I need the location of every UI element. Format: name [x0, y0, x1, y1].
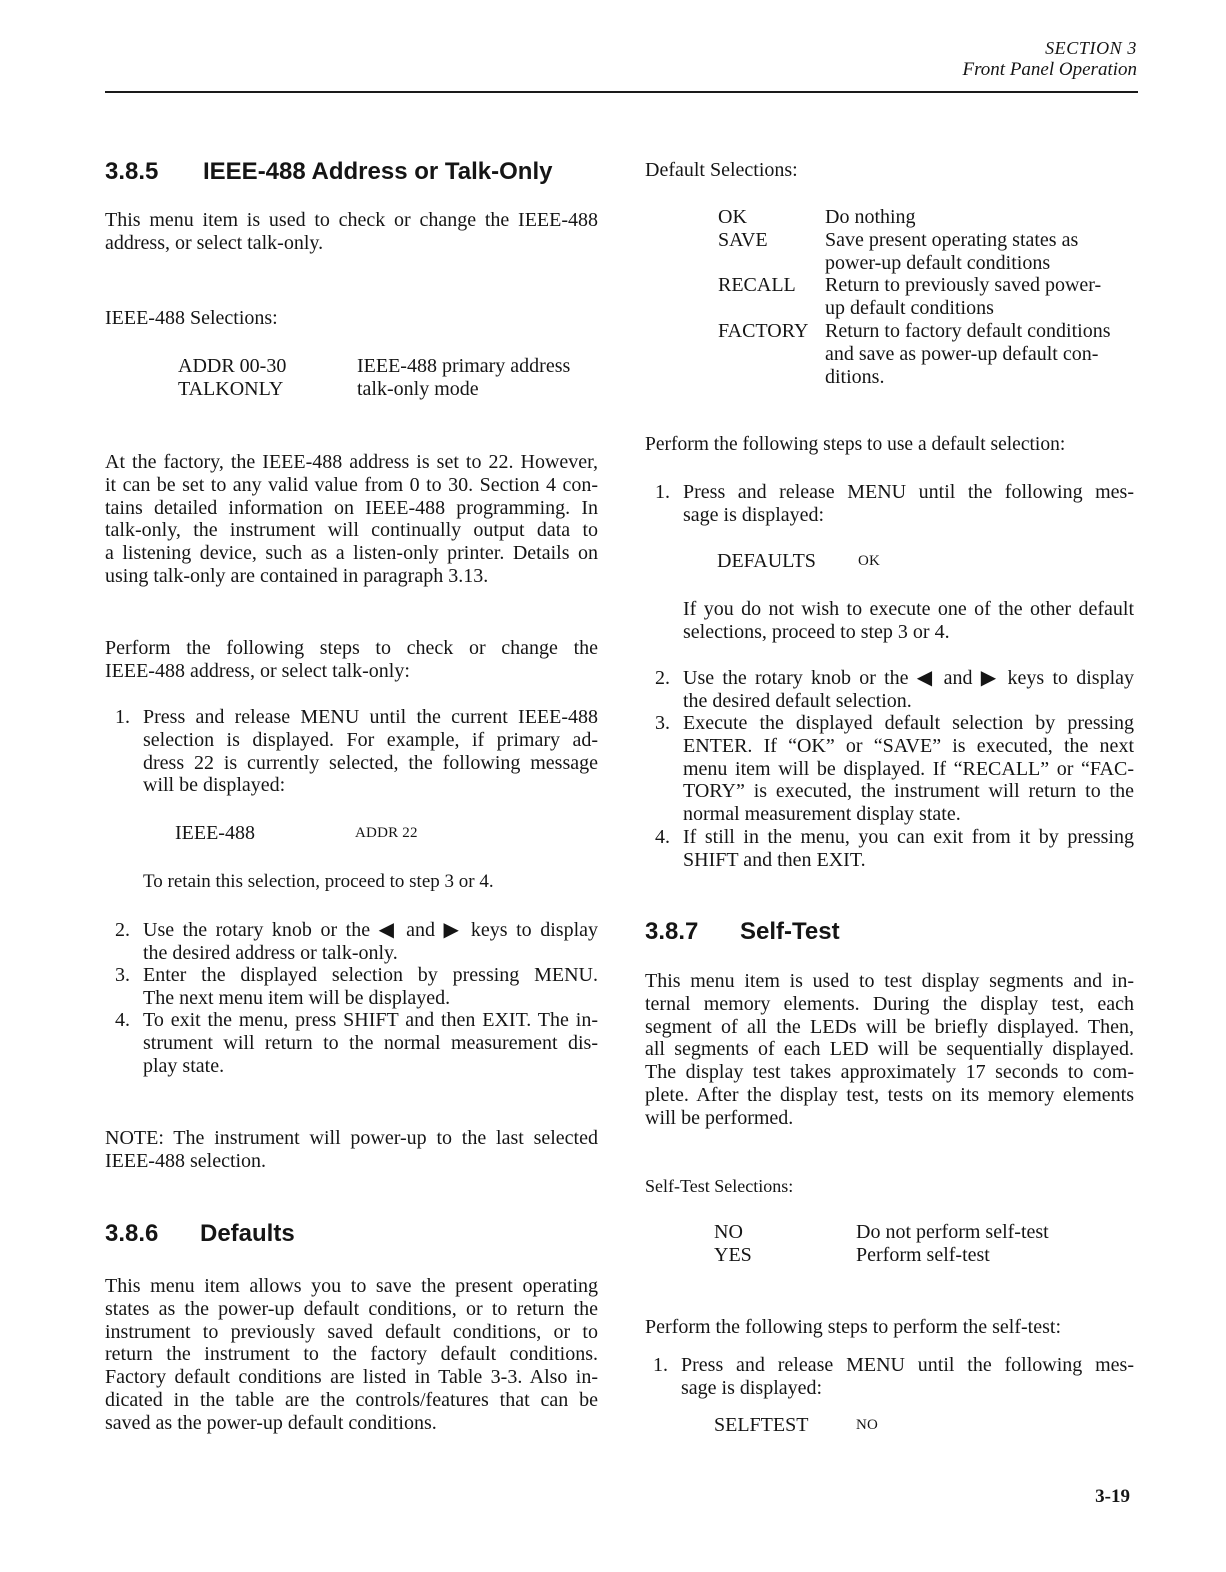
selection-row: [718, 274, 1134, 320]
step-3: [115, 964, 598, 1010]
header-rule: [105, 91, 1138, 93]
selection-key: YES: [714, 1243, 752, 1266]
text-line: ditions.: [825, 365, 885, 388]
selection-desc: [825, 320, 1134, 388]
text-line: This menu item is used to check or change the IEEE-488: [105, 209, 598, 231]
text-line: NOTE: The instrument will power-up to the last selected: [105, 1127, 598, 1149]
selection-desc: [825, 274, 1134, 320]
text-line: and save as power-up default con-: [825, 342, 1099, 365]
selection-desc: [825, 206, 1134, 229]
step-1: [115, 706, 598, 797]
heading-number: 3.8.5: [105, 158, 159, 185]
selection-key: SAVE: [718, 228, 768, 251]
text-line: it can be set to any valid value from 0 to 30. Section 4 con-: [105, 473, 598, 496]
display-label: IEEE-488: [175, 822, 255, 844]
note-paragraph: [105, 1127, 598, 1173]
text-line: sage is displayed:: [683, 503, 825, 526]
text-line: If still in the menu, you can exit from it by pressing: [683, 826, 1134, 848]
display-label: SELFTEST: [714, 1414, 809, 1436]
text-line: the desired default selection.: [683, 689, 912, 712]
step-number: 3.: [655, 712, 670, 734]
display-value: OK: [858, 553, 881, 569]
text-line: states as the power-up default conditions, or to return the: [105, 1297, 598, 1320]
display-label: DEFAULTS: [717, 550, 816, 572]
text-line: instrument to previously saved default conditions, or to: [105, 1320, 598, 1343]
text-line: up default conditions: [825, 297, 994, 320]
selection-row: [718, 229, 1134, 275]
text-line: Press and release MENU until the following mes-: [681, 1354, 1134, 1376]
intro-paragraph: [105, 209, 598, 255]
self-test-paragraph: [645, 970, 1134, 1130]
text-line: Return to previously saved power-: [825, 274, 1102, 297]
text-line: Save present operating states as: [825, 228, 1079, 251]
factory-paragraph: [105, 451, 598, 588]
text-line: Perform the following steps to check or change the: [105, 637, 598, 659]
text-line: return the instrument to the factory default conditions.: [105, 1343, 598, 1366]
text-line: Return to factory default conditions: [825, 319, 1111, 342]
text-line: To exit the menu, press SHIFT and then EXIT. The in-: [143, 1009, 598, 1031]
heading-title: Self-Test: [740, 918, 840, 945]
section-heading-3-8-6: [105, 1219, 600, 1249]
selections-label: IEEE-488 Selections:: [105, 307, 278, 329]
text-line: sage is displayed:: [681, 1376, 823, 1399]
text-line: menu item will be displayed. If “RECALL” or “FAC-: [683, 757, 1134, 780]
display-value: NO: [856, 1417, 879, 1433]
self-test-selections-table: [714, 1221, 1134, 1267]
text-line: Factory default conditions are listed in Table 3-3. Also in-: [105, 1366, 598, 1389]
text-line: The next menu item will be displayed.: [143, 986, 451, 1009]
selection-row: [178, 378, 598, 401]
text-line: saved as the power-up default conditions.: [105, 1411, 437, 1434]
text-line: IEEE-488 address, or select talk-only:: [105, 659, 410, 682]
text-line: will be performed.: [645, 1106, 794, 1129]
heading-title: Defaults: [200, 1220, 295, 1247]
step-number: 4.: [655, 826, 670, 848]
text-line: ENTER. If “OK” or “SAVE” is executed, the next: [683, 734, 1134, 757]
text-line: talk-only, the instrument will continually output data to: [105, 519, 598, 542]
text-line: Execute the displayed default selection by pressing: [683, 712, 1134, 734]
selection-desc: Do not perform self-test: [856, 1221, 1049, 1243]
text-line: tains detailed information on IEEE-488 programming. In: [105, 496, 598, 519]
text-line: using talk-only are contained in paragraph 3.13.: [105, 564, 489, 587]
selection-desc: Perform self-test: [856, 1243, 990, 1266]
retain-note: To retain this selection, proceed to step 3 or 4.: [143, 871, 494, 892]
text-line: Use the rotary knob or the ◀ and ▶ keys to display: [683, 667, 1134, 689]
step-1: [655, 481, 1134, 527]
text-line: Do nothing: [825, 206, 916, 228]
section-heading-3-8-5: [105, 157, 600, 187]
step-1: [653, 1354, 1134, 1400]
step-number: 1.: [655, 481, 670, 503]
selections-label: Self-Test Selections:: [645, 1176, 794, 1196]
page-number: 3-19: [1095, 1486, 1130, 1507]
heading-number: 3.8.6: [105, 1220, 159, 1247]
text-line: IEEE-488 selection.: [105, 1149, 267, 1172]
text-line: Enter the displayed selection by pressing MENU.: [143, 964, 598, 986]
text-line: This menu item is used to test display segments and in-: [645, 970, 1134, 992]
text-line: Press and release MENU until the following mes-: [683, 481, 1134, 503]
step-3: [655, 712, 1134, 826]
running-header: [963, 37, 1138, 81]
step-2: [115, 919, 598, 965]
selection-row: [714, 1221, 1134, 1244]
section-title: Front Panel Operation: [962, 59, 1137, 80]
selection-key: ADDR 00-30: [178, 355, 287, 377]
steps-intro: Perform the following steps to perform the self-test:: [645, 1316, 1062, 1338]
text-line: play state.: [143, 1054, 225, 1077]
text-line: will be displayed:: [143, 774, 286, 797]
selection-key: FACTORY: [718, 319, 809, 342]
defaults-paragraph: [105, 1275, 598, 1435]
text-line: This menu item allows you to save the present operating: [105, 1275, 598, 1297]
text-line: segment of all the LEDs will be briefly displayed. Then,: [645, 1015, 1134, 1038]
step-4: [655, 826, 1134, 872]
selection-desc: talk-only mode: [357, 377, 479, 400]
selection-key: RECALL: [718, 274, 796, 297]
text-line: If you do not wish to execute one of the other default: [683, 598, 1134, 620]
selection-row: [714, 1244, 1134, 1267]
selection-desc: [825, 229, 1134, 275]
text-line: TORY” is executed, the instrument will return to the: [683, 780, 1134, 803]
step-2: [655, 667, 1134, 713]
step-number: 1.: [653, 1354, 668, 1376]
step-number: 2.: [115, 919, 130, 941]
text-line: dress 22 is currently selected, the following message: [143, 751, 598, 774]
text-line: power-up default conditions: [825, 251, 1051, 274]
display-message: [714, 1414, 1014, 1437]
step-4: [115, 1009, 598, 1077]
heading-title: IEEE-488 Address or Talk-Only: [203, 158, 553, 185]
selection-row: [718, 206, 1134, 229]
display-value: ADDR 22: [355, 825, 418, 841]
selection-row: [718, 320, 1134, 388]
text-line: selections, proceed to step 3 or 4.: [683, 620, 950, 643]
steps-intro: [105, 637, 598, 683]
text-line: dicated in the table are the controls/features that can be: [105, 1388, 598, 1411]
ieee-selections-table: [178, 355, 598, 401]
text-line: Press and release MENU until the current IEEE-488: [143, 706, 598, 728]
selections-label: Default Selections:: [645, 159, 798, 181]
heading-number: 3.8.7: [645, 918, 699, 945]
default-selections-table: [718, 206, 1134, 388]
step-number: 3.: [115, 964, 130, 986]
text-line: a listening device, such as a listen-only printer. Details on: [105, 542, 598, 565]
display-message: [175, 822, 475, 845]
text-line: all segments of each LED will be sequentially displayed.: [645, 1038, 1134, 1061]
text-line: Use the rotary knob or the ◀ and ▶ keys to display: [143, 919, 598, 941]
step-number: 4.: [115, 1009, 130, 1031]
selection-desc: IEEE-488 primary address: [357, 355, 571, 377]
hint-paragraph: [683, 598, 1134, 644]
text-line: normal measurement display state.: [683, 803, 961, 826]
text-line: plete. After the display test, tests on its memory elements: [645, 1083, 1134, 1106]
step-number: 1.: [115, 706, 130, 728]
section-number: SECTION 3: [1045, 38, 1137, 58]
text-line: strument will return to the normal measurement dis-: [143, 1031, 598, 1054]
steps-intro: Perform the following steps to use a default selection:: [645, 434, 1066, 455]
display-message: [717, 550, 1017, 573]
text-line: selection is displayed. For example, if primary ad-: [143, 728, 598, 751]
text-line: ternal memory elements. During the display test, each: [645, 992, 1134, 1015]
step-number: 2.: [655, 667, 670, 689]
section-heading-3-8-7: [645, 917, 1134, 947]
text-line: The display test takes approximately 17 seconds to com-: [645, 1061, 1134, 1084]
selection-key: TALKONLY: [178, 377, 284, 400]
text-line: SHIFT and then EXIT.: [683, 848, 866, 871]
selection-row: [178, 355, 598, 378]
selection-key: OK: [718, 206, 747, 228]
text-line: the desired address or talk-only.: [143, 941, 398, 964]
selection-key: NO: [714, 1221, 743, 1243]
text-line: At the factory, the IEEE-488 address is set to 22. However,: [105, 451, 598, 473]
text-line: address, or select talk-only.: [105, 231, 324, 254]
